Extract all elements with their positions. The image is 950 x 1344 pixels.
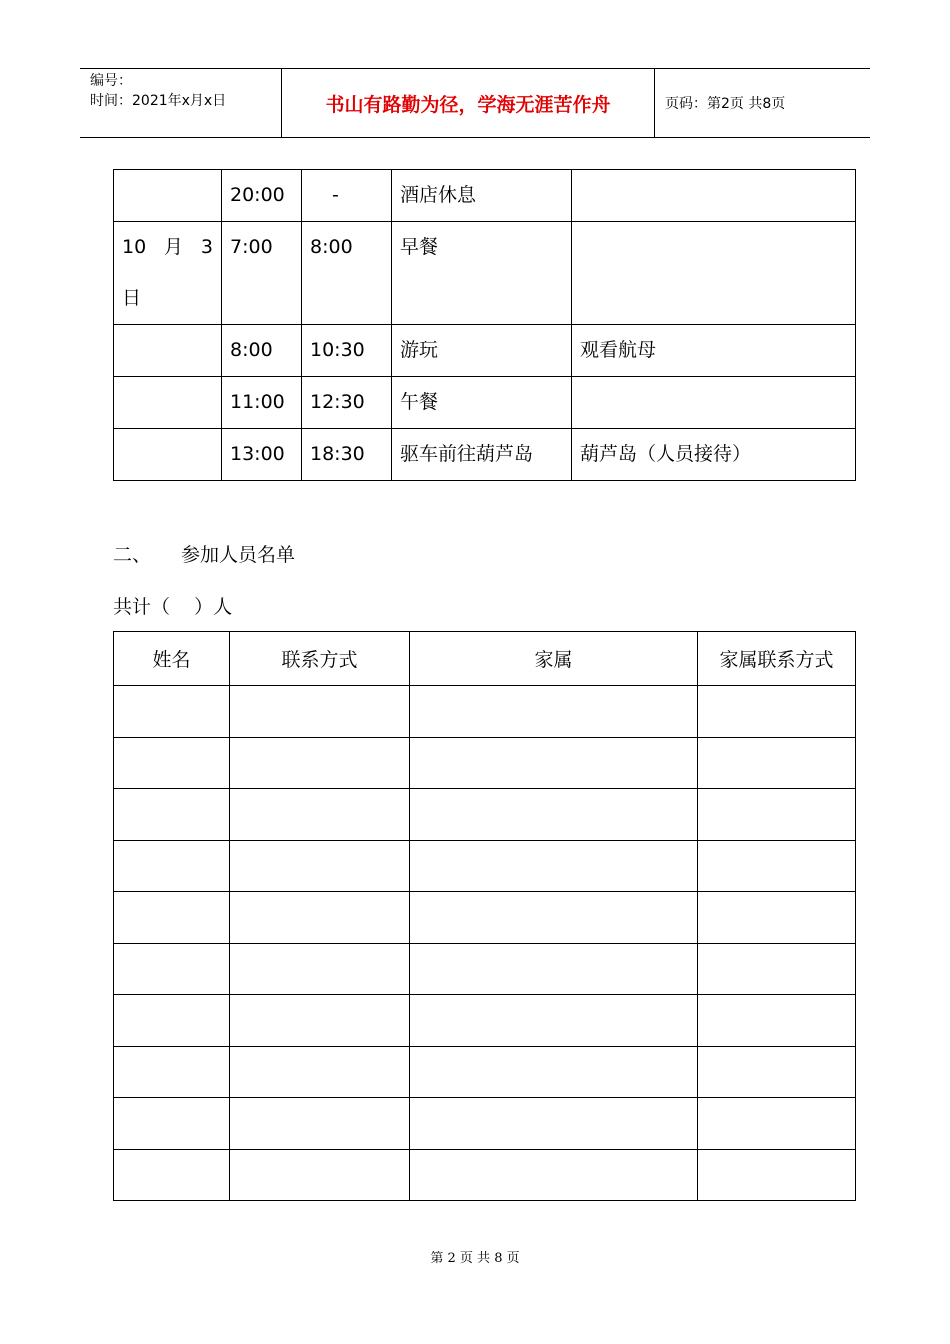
note-cell: 葫芦岛（人员接待） xyxy=(572,429,856,481)
family-contact-cell[interactable] xyxy=(698,1046,856,1098)
name-cell[interactable] xyxy=(114,995,230,1047)
table-row xyxy=(114,943,856,995)
note-cell xyxy=(572,377,856,429)
section-title: 参加人员名单 xyxy=(181,544,296,566)
start-time-cell: 20:00 xyxy=(222,170,302,222)
contact-cell[interactable] xyxy=(230,1046,410,1098)
table-row xyxy=(114,995,856,1047)
start-time-cell: 11:00 xyxy=(222,377,302,429)
activity-cell: 驱车前往葫芦岛 xyxy=(392,429,572,481)
end-time-cell: 8:00 xyxy=(302,222,392,325)
name-cell[interactable] xyxy=(114,1098,230,1150)
name-cell[interactable] xyxy=(114,686,230,738)
end-time-cell: 18:30 xyxy=(302,429,392,481)
contact-cell[interactable] xyxy=(230,840,410,892)
start-time-cell: 8:00 xyxy=(222,325,302,377)
number-label: 编号： xyxy=(90,73,132,89)
family-cell[interactable] xyxy=(410,840,698,892)
contact-cell[interactable] xyxy=(230,1098,410,1150)
family-contact-cell[interactable] xyxy=(698,995,856,1047)
name-cell[interactable] xyxy=(114,892,230,944)
family-contact-cell[interactable] xyxy=(698,686,856,738)
note-cell xyxy=(572,170,856,222)
activity-cell: 午餐 xyxy=(392,377,572,429)
end-time-cell: 12:30 xyxy=(302,377,392,429)
date-cell xyxy=(114,429,222,481)
contact-cell[interactable] xyxy=(230,995,410,1047)
family-contact-cell[interactable] xyxy=(698,943,856,995)
family-cell[interactable] xyxy=(410,686,698,738)
date-day-number: 10 xyxy=(122,236,147,258)
date-label: 时间：2021年x月x日 xyxy=(90,93,227,109)
family-cell[interactable] xyxy=(410,737,698,789)
note-cell xyxy=(572,222,856,325)
table-row xyxy=(114,377,856,429)
table-row xyxy=(114,1046,856,1098)
column-header-family: 家属 xyxy=(410,632,698,686)
name-cell[interactable] xyxy=(114,840,230,892)
table-row xyxy=(114,737,856,789)
table-row xyxy=(114,789,856,841)
contact-cell[interactable] xyxy=(230,737,410,789)
date-day-char: 日 xyxy=(122,287,142,309)
family-cell[interactable] xyxy=(410,995,698,1047)
column-header-family-contact: 家属联系方式 xyxy=(698,632,856,686)
name-cell[interactable] xyxy=(114,1046,230,1098)
participants-table xyxy=(113,631,856,1201)
table-header-row xyxy=(114,632,856,686)
date-cell xyxy=(114,170,222,222)
header-meta xyxy=(80,69,282,137)
table-row xyxy=(114,325,856,377)
header-page-info: 页码：第2页 共8页 xyxy=(665,96,786,112)
date-month-char: 月 xyxy=(164,236,184,258)
end-time-cell xyxy=(302,170,392,222)
header-motto: 书山有路勤为径，学海无涯苦作舟 xyxy=(282,69,655,137)
table-row xyxy=(114,429,856,481)
family-cell[interactable] xyxy=(410,789,698,841)
contact-cell[interactable] xyxy=(230,1149,410,1201)
start-time-cell: 7:00 xyxy=(222,222,302,325)
activity-cell: 游玩 xyxy=(392,325,572,377)
name-cell[interactable] xyxy=(114,1149,230,1201)
family-contact-cell[interactable] xyxy=(698,789,856,841)
contact-cell[interactable] xyxy=(230,789,410,841)
page-footer: 第 2 页 共 8 页 xyxy=(430,1251,520,1266)
table-row xyxy=(114,686,856,738)
family-contact-cell[interactable] xyxy=(698,892,856,944)
schedule-table xyxy=(113,169,856,481)
column-header-name: 姓名 xyxy=(114,632,230,686)
date-cell xyxy=(114,377,222,429)
column-header-contact: 联系方式 xyxy=(230,632,410,686)
table-row xyxy=(114,1149,856,1201)
name-cell[interactable] xyxy=(114,737,230,789)
name-cell[interactable] xyxy=(114,943,230,995)
name-cell[interactable] xyxy=(114,789,230,841)
date-cell xyxy=(114,325,222,377)
end-time-cell: 10:30 xyxy=(302,325,392,377)
family-cell[interactable] xyxy=(410,1046,698,1098)
date-cell xyxy=(114,222,222,325)
family-contact-cell[interactable] xyxy=(698,1098,856,1150)
section-heading xyxy=(113,540,295,567)
table-row xyxy=(114,222,856,325)
table-row xyxy=(114,1098,856,1150)
family-contact-cell[interactable] xyxy=(698,1149,856,1201)
contact-cell[interactable] xyxy=(230,686,410,738)
table-row xyxy=(114,892,856,944)
family-cell[interactable] xyxy=(410,1098,698,1150)
family-cell[interactable] xyxy=(410,943,698,995)
table-row xyxy=(114,840,856,892)
start-time-cell: 13:00 xyxy=(222,429,302,481)
activity-cell: 早餐 xyxy=(392,222,572,325)
note-cell: 观看航母 xyxy=(572,325,856,377)
family-cell[interactable] xyxy=(410,1149,698,1201)
contact-cell[interactable] xyxy=(230,943,410,995)
activity-cell: 酒店休息 xyxy=(392,170,572,222)
table-row xyxy=(114,170,856,222)
family-cell[interactable] xyxy=(410,892,698,944)
section-number: 二、 xyxy=(113,544,152,566)
end-time-text: - xyxy=(332,184,339,206)
date-day-digit: 3 xyxy=(200,236,213,258)
family-contact-cell[interactable] xyxy=(698,737,856,789)
contact-cell[interactable] xyxy=(230,892,410,944)
date-line xyxy=(122,222,213,273)
participant-total: 共计（ ）人 xyxy=(113,596,233,618)
family-contact-cell[interactable] xyxy=(698,840,856,892)
page-header xyxy=(80,68,870,138)
